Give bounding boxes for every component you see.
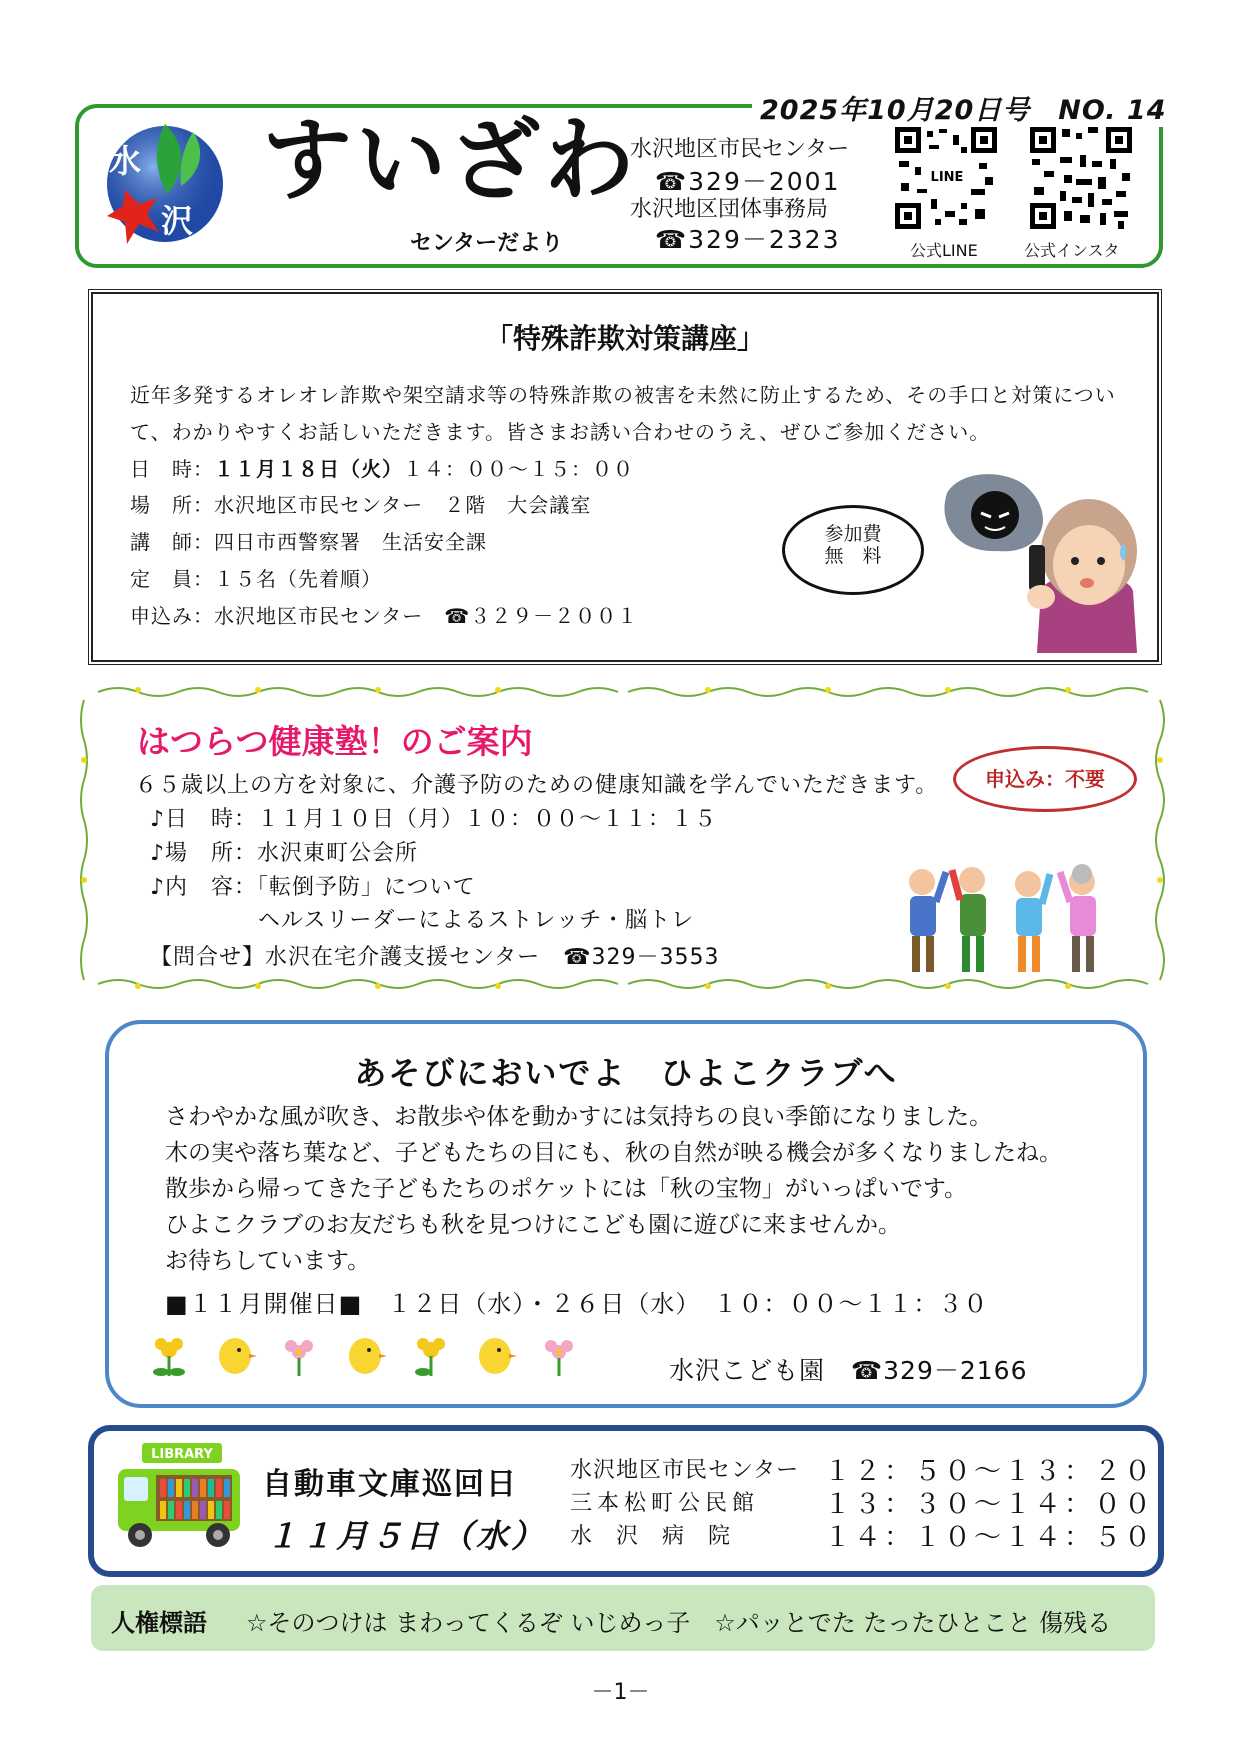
- page-number: －1－: [591, 1680, 650, 1705]
- svg-text:水: 水: [109, 142, 142, 180]
- hiyoko-club-title: あそびにおいでよ ひよこクラブへ: [354, 1054, 898, 1092]
- hiyoko-contact: 水沢こども園 ☎329－2166: [669, 1356, 1028, 1385]
- mobile-library-date: １１月５日（水）: [266, 1517, 547, 1555]
- hiyoko-line: お待ちしています。: [165, 1248, 371, 1274]
- mobile-library-section: [88, 1425, 1164, 1577]
- chick-icon: [479, 1338, 517, 1374]
- library-sign-text: LIBRARY: [151, 1447, 213, 1462]
- human-rights-label: 人権標語: [111, 1609, 207, 1637]
- fee-badge: [782, 505, 924, 595]
- hiyoko-line: 散歩から帰ってきた子どもたちのポケットには「秋の宝物」がいっぱいです。: [165, 1176, 968, 1202]
- issue-date: 2025年10月20日号 NO. 14: [752, 88, 1174, 127]
- fraud-date-row: [130, 453, 634, 482]
- contact-office-name: 水沢地区団体事務局: [630, 197, 829, 222]
- health-place: ♪場 所：水沢東町公会所: [150, 841, 419, 866]
- library-stop-place: 水 沢 病 院: [570, 1524, 732, 1549]
- health-inquiry: 【問合せ】水沢在宅介護支援センター ☎329－3553: [150, 945, 720, 970]
- hiyoko-line: ひよこクラブのお友だちも秋を見つけにこども園に遊びに来ませんか。: [165, 1212, 901, 1238]
- fraud-seminar-title: 「特殊詐欺対策講座」: [484, 322, 765, 355]
- health-school-title: はつらつ健康塾！のご案内: [137, 722, 533, 761]
- chick-icon: [349, 1338, 387, 1374]
- library-stop-time: １３：３０～１４：００: [824, 1489, 1154, 1520]
- library-bus-icon: [114, 1443, 244, 1555]
- library-stop-place: 水沢地区市民センター: [570, 1458, 800, 1483]
- flower-icon: [153, 1338, 185, 1376]
- contact-office-phone: ☎329－2323: [655, 225, 841, 254]
- newsletter-title: すいざわ: [262, 108, 638, 213]
- fee-value: 無 料: [824, 544, 882, 567]
- line-badge-text: LINE: [930, 170, 964, 185]
- fraud-place: 場 所：水沢地区市民センター ２階 大会議室: [130, 493, 592, 517]
- fraud-apply: 申込み：水沢地区市民センター ☎３２９－２００１: [130, 604, 639, 628]
- fraud-capacity: 定 員：１５名（先着順）: [130, 567, 382, 591]
- fee-label: 参加費: [824, 523, 882, 545]
- health-intro: ６５歳以上の方を対象に、介護予防のための健康知識を学んでいただきます。: [135, 773, 939, 798]
- fraud-date-value: １１月１８日（火）: [214, 457, 403, 481]
- contact-center-phone: ☎329－2001: [655, 167, 841, 196]
- human-rights-slogan-bar: [91, 1585, 1155, 1651]
- instagram-qr-code[interactable]: [1030, 127, 1132, 229]
- library-stop-time: １２：５０～１３：２０: [824, 1456, 1154, 1487]
- instagram-qr-label: 公式インスタ: [1024, 241, 1120, 260]
- flower-icon: [285, 1340, 313, 1376]
- hiyoko-schedule: ■１１月開催日■ １２日（水）・２６日（水） １０：００～１１：３０: [165, 1290, 989, 1318]
- mobile-library-heading: 自動車文庫巡回日: [262, 1467, 518, 1502]
- library-stop-time: １４：１０～１４：５０: [824, 1522, 1154, 1553]
- health-content: ♪内 容：「転倒予防」について: [150, 875, 476, 900]
- fraud-seminar-section: [88, 289, 1162, 665]
- flower-icon: [545, 1340, 573, 1376]
- human-rights-slogans: ☆そのつけは まわってくるぞ いじめっ子 ☆パッとでた たったひとこと 傷残る: [246, 1609, 1112, 1637]
- library-stop-place: 三本松町公民館: [570, 1491, 760, 1516]
- flower-icon: [415, 1338, 445, 1376]
- fraud-seminar-description: 近年多発するオレオレ詐欺や架空請求等の特殊詐欺の被害を未然に防止するため、その手口と対策について、わかりやすくお話しいただきます。皆さまお誘い合わせのうえ、ぜひご参加ください。: [130, 383, 1116, 444]
- chick-flower-decoration: [149, 1330, 609, 1382]
- hiyoko-club-section: [105, 1020, 1147, 1408]
- exercising-elders-illustration: [900, 860, 1116, 978]
- chick-icon: [219, 1338, 257, 1374]
- hiyoko-line: さわやかな風が吹き、お散歩や体を動かすには気持ちの良い季節になりました。: [165, 1104, 993, 1130]
- suizawa-logo: [95, 112, 235, 252]
- health-apply-badge: 申込み：不要: [953, 746, 1137, 812]
- phone-scam-illustration: [937, 473, 1147, 653]
- newsletter-subtitle: センターだより: [410, 231, 564, 256]
- fraud-time-value: １４：００～１５：００: [403, 457, 634, 481]
- fraud-date-label: 日 時：: [130, 457, 214, 481]
- contact-center-name: 水沢地区市民センター: [630, 137, 850, 162]
- health-content-detail: ヘルスリーダーによるストレッチ・脳トレ: [258, 908, 695, 933]
- hiyoko-line: 木の実や落ち葉など、子どもたちの目にも、秋の自然が映る機会が多くなりましたね。: [165, 1140, 1062, 1166]
- line-qr-code[interactable]: [895, 127, 997, 229]
- line-qr-label: 公式LINE: [910, 241, 978, 260]
- svg-text:沢: 沢: [161, 202, 194, 240]
- health-date: ♪日 時：１１月１０日（月）１０：００～１１：１５: [150, 807, 718, 832]
- fraud-lecturer: 講 師：四日市西警察署 生活安全課: [130, 530, 487, 554]
